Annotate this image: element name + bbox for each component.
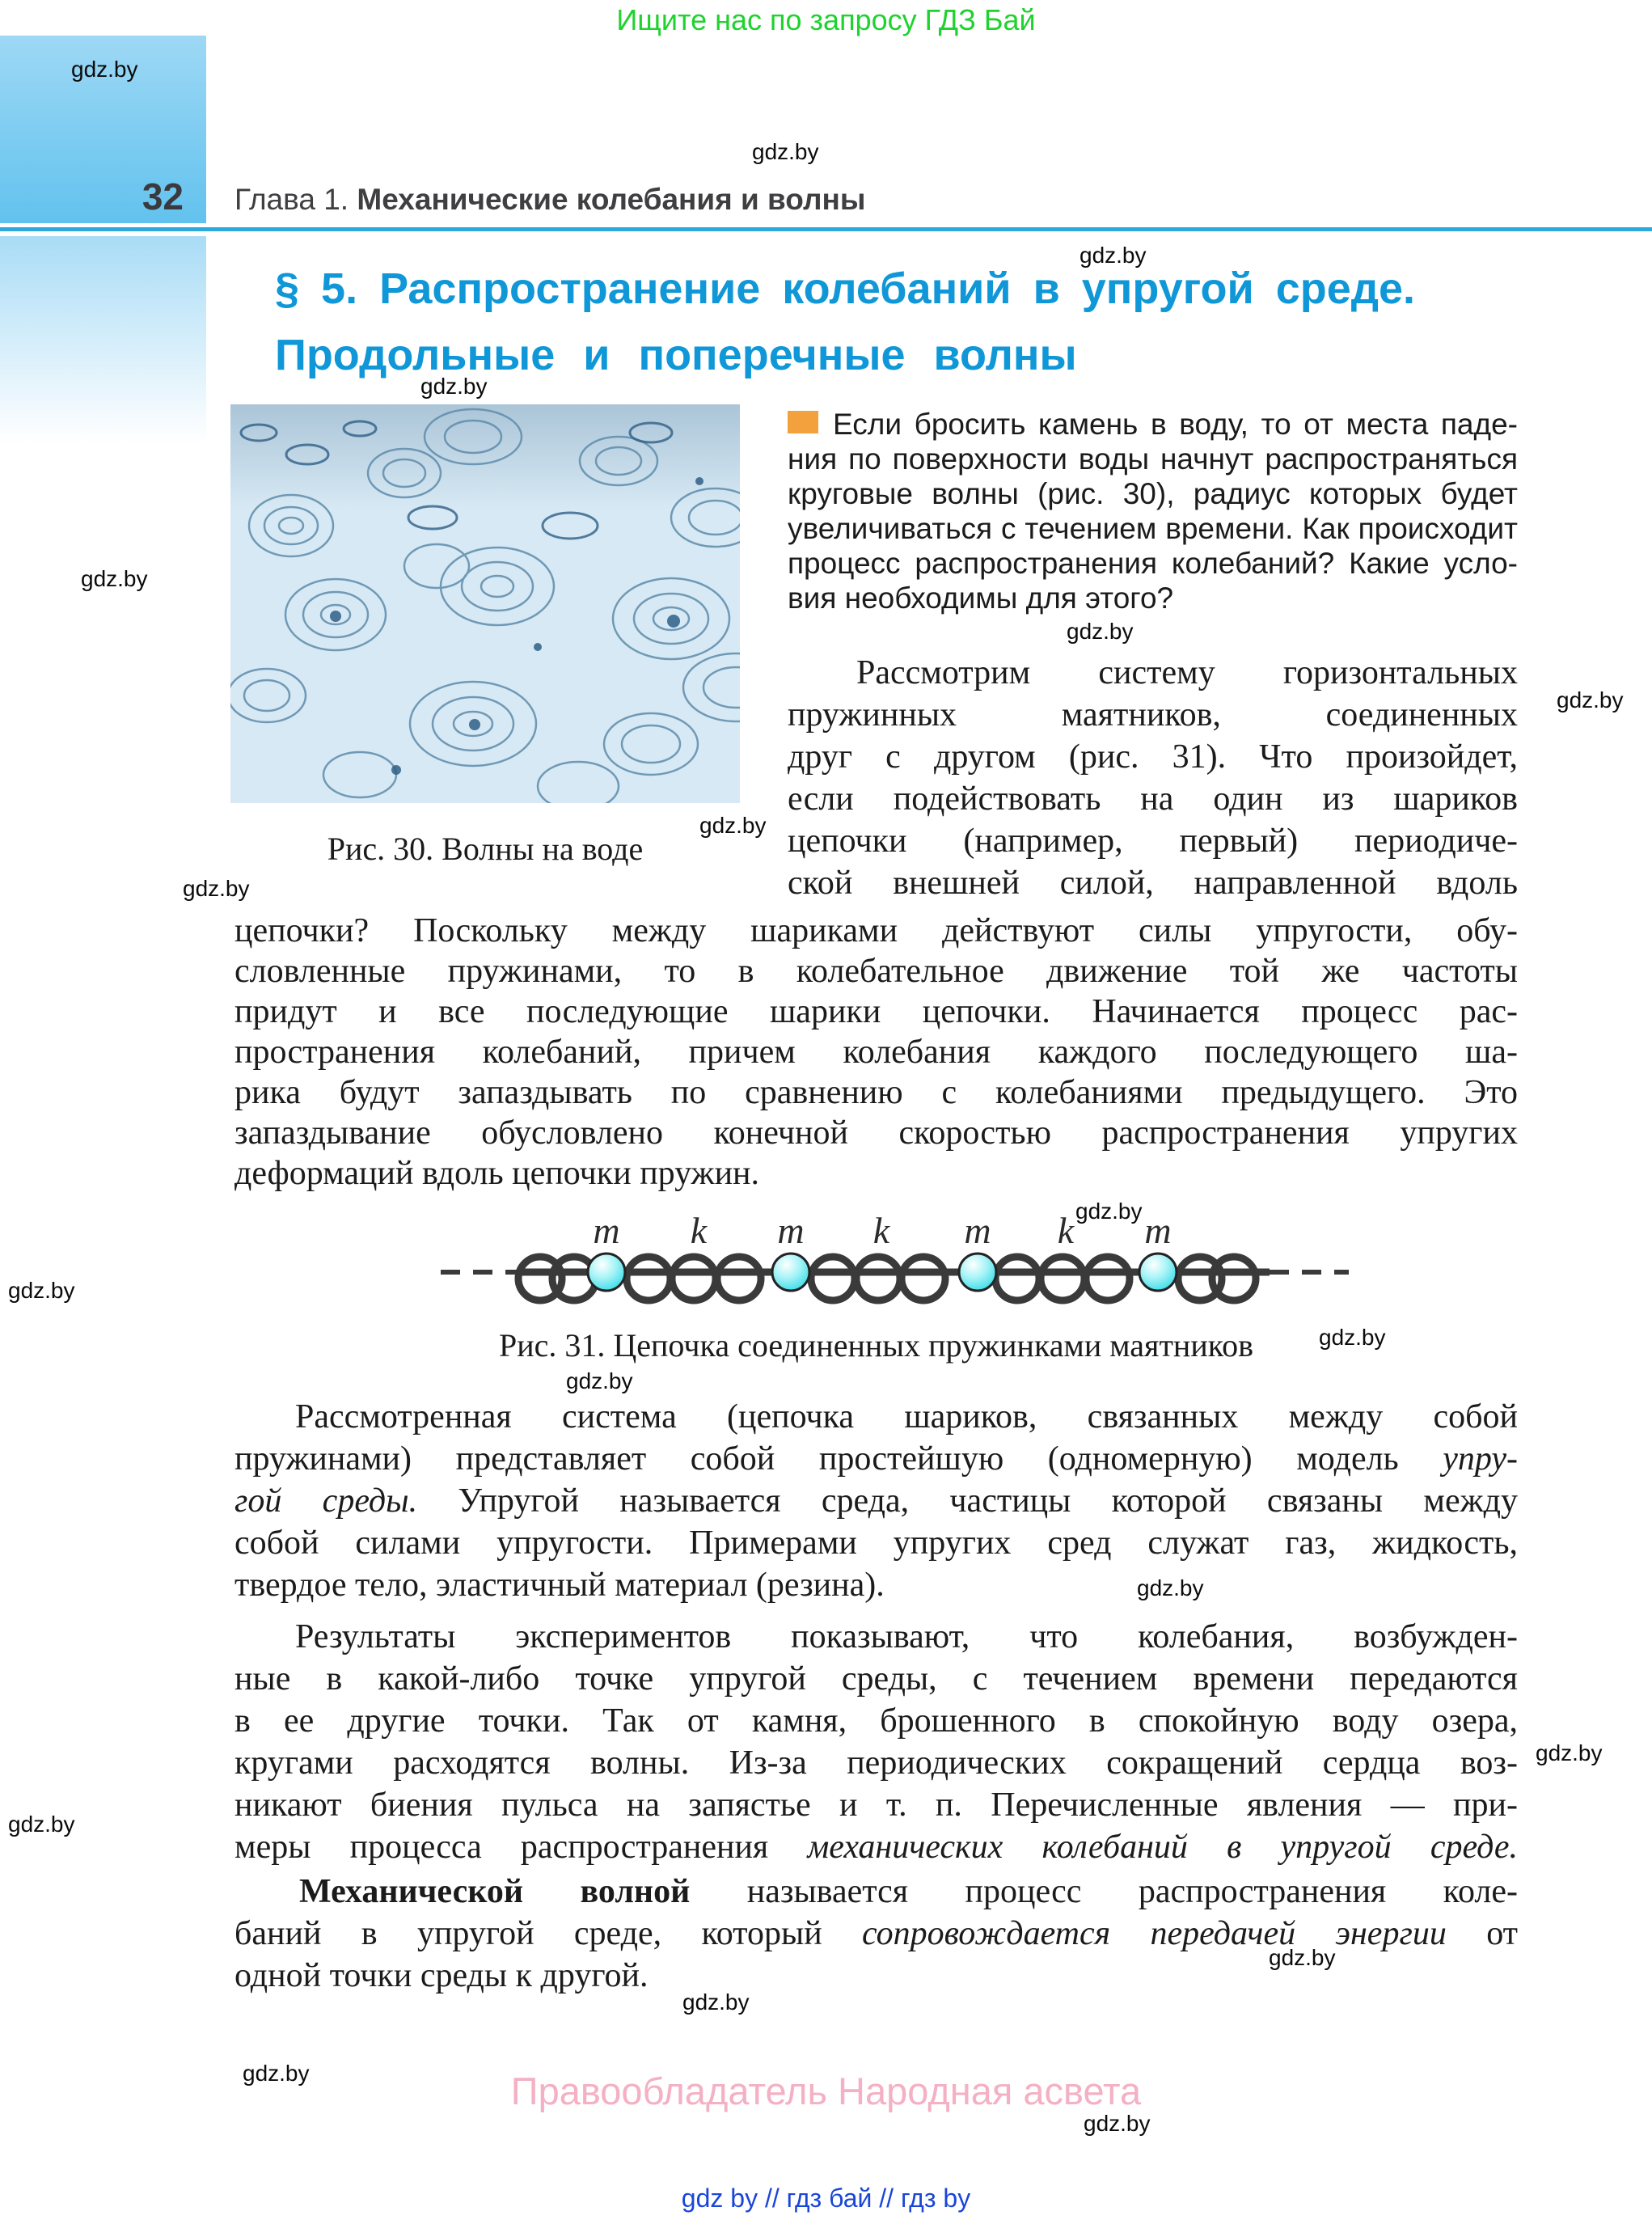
- water-photo: [230, 404, 740, 803]
- figure31-caption: Рис. 31. Цепочка соединенных пружинками маятников: [498, 1327, 1254, 1364]
- text-line: деформаций вдоль цепочки пружин.: [234, 1155, 760, 1192]
- paragraph-2-narrow: [788, 652, 1518, 904]
- text-line: меры процесса распространения механических колебаний в упругой среде.: [234, 1829, 1518, 1866]
- label-k: k: [872, 1210, 890, 1251]
- text-line: друг с другом (рис. 31). Что произойдет,: [788, 738, 1518, 776]
- divider-rule: [0, 227, 1652, 231]
- spring-chain-diagram: [437, 1209, 1407, 1314]
- text-line: ской внешней силой, направленной вдоль: [788, 865, 1518, 902]
- paragraph-intro: [788, 407, 1518, 615]
- watermark: gdz.by: [8, 1812, 75, 1837]
- label-m: m: [593, 1210, 620, 1251]
- text-line: вия необходимы для этого?: [788, 581, 1174, 615]
- chapter-title: Механические колебания и волны: [357, 183, 866, 216]
- watermark: gdz.by: [682, 1989, 750, 2015]
- label-m: m: [777, 1210, 805, 1251]
- text-line: Результаты экспериментов показывают, что колебания, возбужден-: [295, 1618, 1518, 1655]
- paragraph-5: [234, 1871, 1518, 1997]
- sidebar-gradient-box: [0, 236, 206, 455]
- text-line: круговые волны (рис. 30), радиус которых будет: [788, 477, 1518, 510]
- text-line: Рассмотренная система (цепочка шариков, связанных между собой: [295, 1398, 1518, 1435]
- text-line: гой среды. Упругой называется среда, частицы которой связаны между: [234, 1482, 1518, 1520]
- section-title-line2: Продольные и поперечные волны: [275, 331, 1077, 379]
- text-line: рика будут запаздывать по сравнению с колебаниями предыдущего. Это: [234, 1074, 1518, 1111]
- watermark: gdz.by: [752, 139, 819, 164]
- watermark: gdz.by: [1269, 1945, 1336, 1970]
- text-line: запаздывание обусловлено конечной скоростью распространения упругих: [234, 1114, 1518, 1152]
- watermark: gdz.by: [1536, 1740, 1603, 1765]
- watermark: gdz.by: [1067, 619, 1134, 644]
- watermark: gdz.by: [699, 813, 767, 838]
- text-line: пружинных маятников, соединенных: [788, 696, 1518, 734]
- text-line: придут и все последующие шарики цепочки. Начинается процесс рас-: [234, 993, 1518, 1030]
- text-line: цепочки (например, первый) периодиче-: [788, 822, 1518, 860]
- text-line: пространения колебаний, причем колебания каждого последующего ша-: [234, 1034, 1518, 1071]
- watermark: gdz.by: [243, 2061, 310, 2086]
- watermark: gdz.by: [1075, 1199, 1143, 1224]
- watermark: gdz.by: [8, 1278, 75, 1303]
- watermark: gdz.by: [1137, 1575, 1204, 1600]
- paragraph-4: [234, 1616, 1518, 1868]
- text-line: одной точки среды к другой.: [234, 1957, 649, 1994]
- label-k: k: [690, 1210, 708, 1251]
- watermark: gdz.by: [566, 1368, 633, 1393]
- text-line: процесс распространения колебаний? Какие усло-: [788, 547, 1518, 580]
- watermark: gdz.by: [81, 566, 148, 591]
- watermark: gdz.by: [1319, 1325, 1386, 1350]
- copyright-notice: Правообладатель Народная асвета: [510, 2070, 1142, 2112]
- text-line: если подействовать на один из шариков: [788, 780, 1518, 818]
- text-line: увеличиваться с течением времени. Как происходит: [788, 512, 1518, 545]
- text-line: пружинами) представляет собой простейшую (одномерную) модель упру-: [234, 1440, 1518, 1478]
- text-line: собой силами упругости. Примерами упругих сред служат газ, жидкость,: [234, 1524, 1518, 1562]
- text-line: твердое тело, эластичный материал (резина).: [234, 1567, 885, 1604]
- watermark: gdz.by: [183, 876, 250, 901]
- watermark: gdz.by: [420, 374, 488, 399]
- text-line: ные в какой-либо точке упругой среды, с течением времени передаются: [234, 1660, 1518, 1698]
- watermark: gdz.by: [1080, 243, 1147, 268]
- text-line: Рассмотрим систему горизонтальных: [856, 654, 1518, 691]
- watermark: gdz.by: [71, 57, 138, 82]
- text-line: ния по поверхности воды начнут распространяться: [788, 442, 1518, 476]
- figure30-caption: Рис. 30. Волны на воде: [327, 831, 644, 867]
- section-title-line1: § 5. Распространение колебаний в упругой среде.: [275, 264, 1416, 313]
- label-k: k: [1057, 1210, 1075, 1251]
- text-line: словленные пружинами, то в колебательное движение той же частоты: [234, 953, 1518, 990]
- text-line: никают биения пульса на запястье и т. п. Перечисленные явления — при-: [234, 1786, 1518, 1824]
- label-m: m: [1144, 1210, 1172, 1251]
- text-line: цепочки? Поскольку между шариками действуют силы упругости, обу-: [234, 912, 1518, 949]
- paragraph-3: [234, 1396, 1518, 1606]
- label-m: m: [964, 1210, 991, 1251]
- text-line: баний в упругой среде, который сопровождается передачей энергии от: [234, 1915, 1518, 1952]
- text-line: кругами расходятся волны. Из-за периодических сокращений сердца воз-: [234, 1744, 1518, 1782]
- page-number: 32: [142, 175, 184, 218]
- chapter-header: [234, 183, 865, 217]
- watermark: gdz.by: [1084, 2111, 1151, 2136]
- chapter-number: Глава 1.: [234, 183, 349, 216]
- footer-links[interactable]: gdz by // гдз бай // гдз by: [681, 2184, 971, 2213]
- promo-banner: Ищите нас по запросу ГДЗ Бай: [616, 3, 1036, 36]
- text-line: Если бросить камень в воду, то от места паде-: [833, 408, 1518, 441]
- paragraph-2-wide: [234, 911, 1518, 1194]
- text-line: Механической волной называется процесс распространения коле-: [299, 1873, 1518, 1910]
- watermark: gdz.by: [1557, 687, 1624, 712]
- text-line: в ее другие точки. Так от камня, брошенного в спокойную воду озера,: [234, 1702, 1518, 1740]
